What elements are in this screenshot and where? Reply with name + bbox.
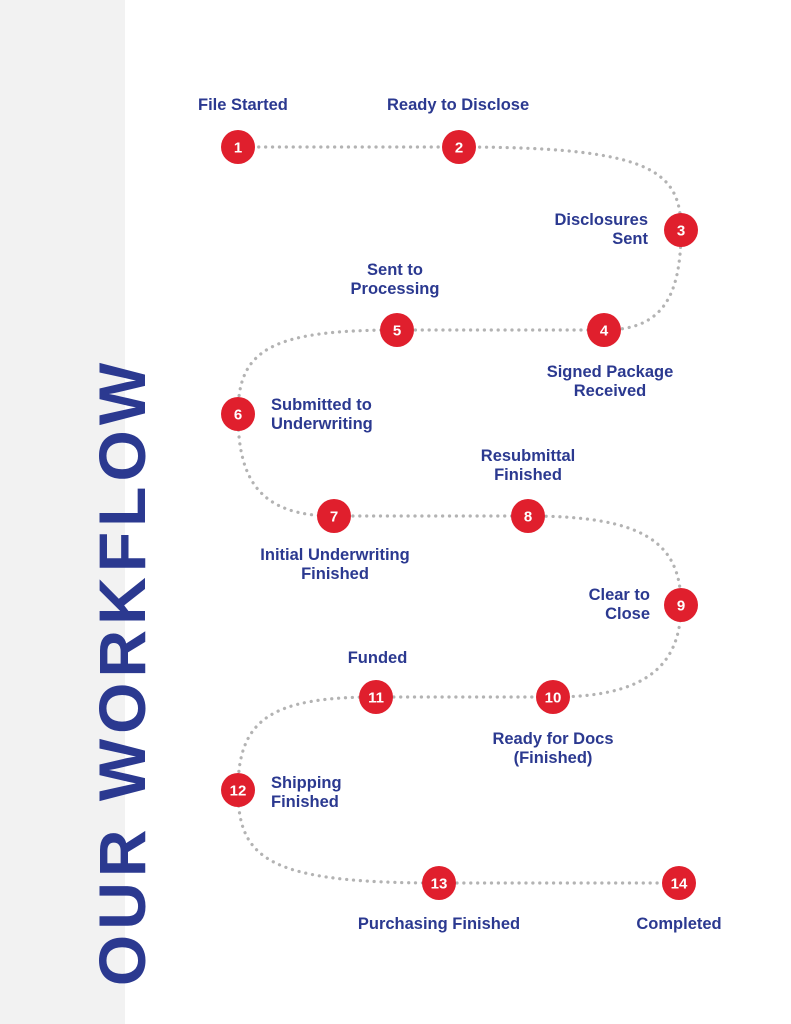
step-label-6: Submitted to Underwriting (271, 396, 373, 433)
step-node-1 (221, 130, 255, 164)
step-node-5 (380, 313, 414, 347)
step-node-9 (664, 588, 698, 622)
step-node-10 (536, 680, 570, 714)
workflow-path (238, 147, 681, 883)
step-node-14 (662, 866, 696, 900)
step-number: 1 (233, 139, 243, 157)
step-number: 10 (544, 689, 562, 707)
step-number: 11 (368, 689, 384, 707)
step-label-10: Ready for Docs (Finished) (492, 730, 614, 767)
step-label-13: Purchasing Finished (357, 915, 521, 933)
step-number: 12 (229, 782, 247, 800)
step-node-7 (317, 499, 351, 533)
step-label-7: Initial Underwriting Finished (260, 546, 410, 583)
step-node-6 (221, 397, 255, 431)
step-node-4 (587, 313, 621, 347)
step-label-12: Shipping Finished (271, 774, 342, 811)
step-node-3 (664, 213, 698, 247)
step-node-8 (511, 499, 545, 533)
page-title: OUR WORKFLOW (85, 357, 159, 987)
step-number: 5 (392, 322, 402, 340)
step-number: 8 (523, 508, 533, 526)
step-label-2: Ready to Disclose (387, 96, 530, 114)
step-node-12 (221, 773, 255, 807)
step-node-11 (359, 680, 393, 714)
step-node-2 (442, 130, 476, 164)
step-label-5: Sent to Processing (350, 261, 440, 298)
step-number: 13 (430, 875, 448, 893)
step-node-13 (422, 866, 456, 900)
step-number: 9 (676, 597, 686, 615)
step-label-11: Funded (347, 649, 408, 667)
step-number: 7 (329, 508, 339, 526)
step-label-14: Completed (636, 915, 722, 933)
step-label-3: Disclosures Sent (554, 211, 648, 248)
step-label-8: Resubmittal Finished (480, 447, 576, 484)
step-number: 4 (599, 322, 609, 340)
step-number: 3 (676, 222, 686, 240)
step-number: 14 (670, 875, 688, 893)
step-label-1: File Started (198, 96, 288, 114)
step-number: 2 (454, 139, 464, 157)
step-label-4: Signed Package Received (546, 363, 674, 400)
step-number: 6 (233, 406, 243, 424)
step-label-9: Clear to Close (588, 586, 650, 623)
